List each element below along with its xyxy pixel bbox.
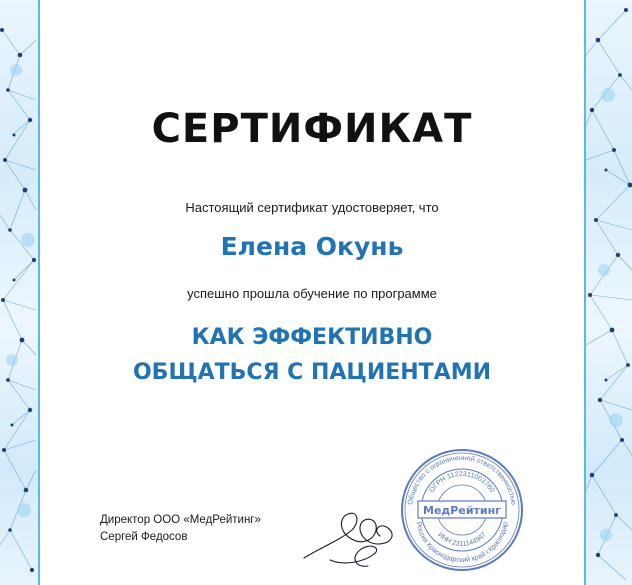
stamp-ring-top-text: Общество с ограниченной ответственностью [407, 454, 517, 506]
network-pattern-right [586, 0, 632, 585]
left-network-decoration [0, 0, 38, 585]
signatory-name: Сергей Федосов [100, 531, 188, 543]
stamp-ring-bottom-text: Россия Краснодарский край г.Краснодар [414, 521, 510, 565]
program-title-line1: КАК ЭФФЕКТИВНО [191, 325, 433, 350]
company-stamp [398, 446, 526, 574]
program-title-line2: ОБЩАТЬСЯ С ПАЦИЕНТАМИ [132, 360, 492, 385]
certificate-intro: Настоящий сертификат удостоверяет, что [185, 200, 439, 215]
right-network-decoration [586, 0, 632, 585]
recipient-name: Елена Окунь [220, 232, 404, 261]
network-pattern-left [0, 0, 38, 585]
stamp-ogrn-text: ОГРН 1122311003760 [428, 470, 496, 494]
stamp-center-text: МедРейтинг [423, 504, 501, 517]
frame-border-right [584, 0, 586, 585]
certificate-title: СЕРТИФИКАТ [151, 106, 473, 152]
signatory-position: Директор ООО «МедРейтинг» [100, 514, 261, 526]
signature-image [300, 500, 410, 575]
stamp-inn-text: ИНН 2311144947 [436, 531, 488, 549]
svg-text:ОГРН 1122311003760 [428, 471, 495, 494]
svg-text:ИНН 2311144947 [436, 531, 488, 548]
completion-text: успешно прошла обучение по программе [187, 286, 437, 301]
svg-text:Общество с ограниченной ответс [407, 455, 517, 506]
